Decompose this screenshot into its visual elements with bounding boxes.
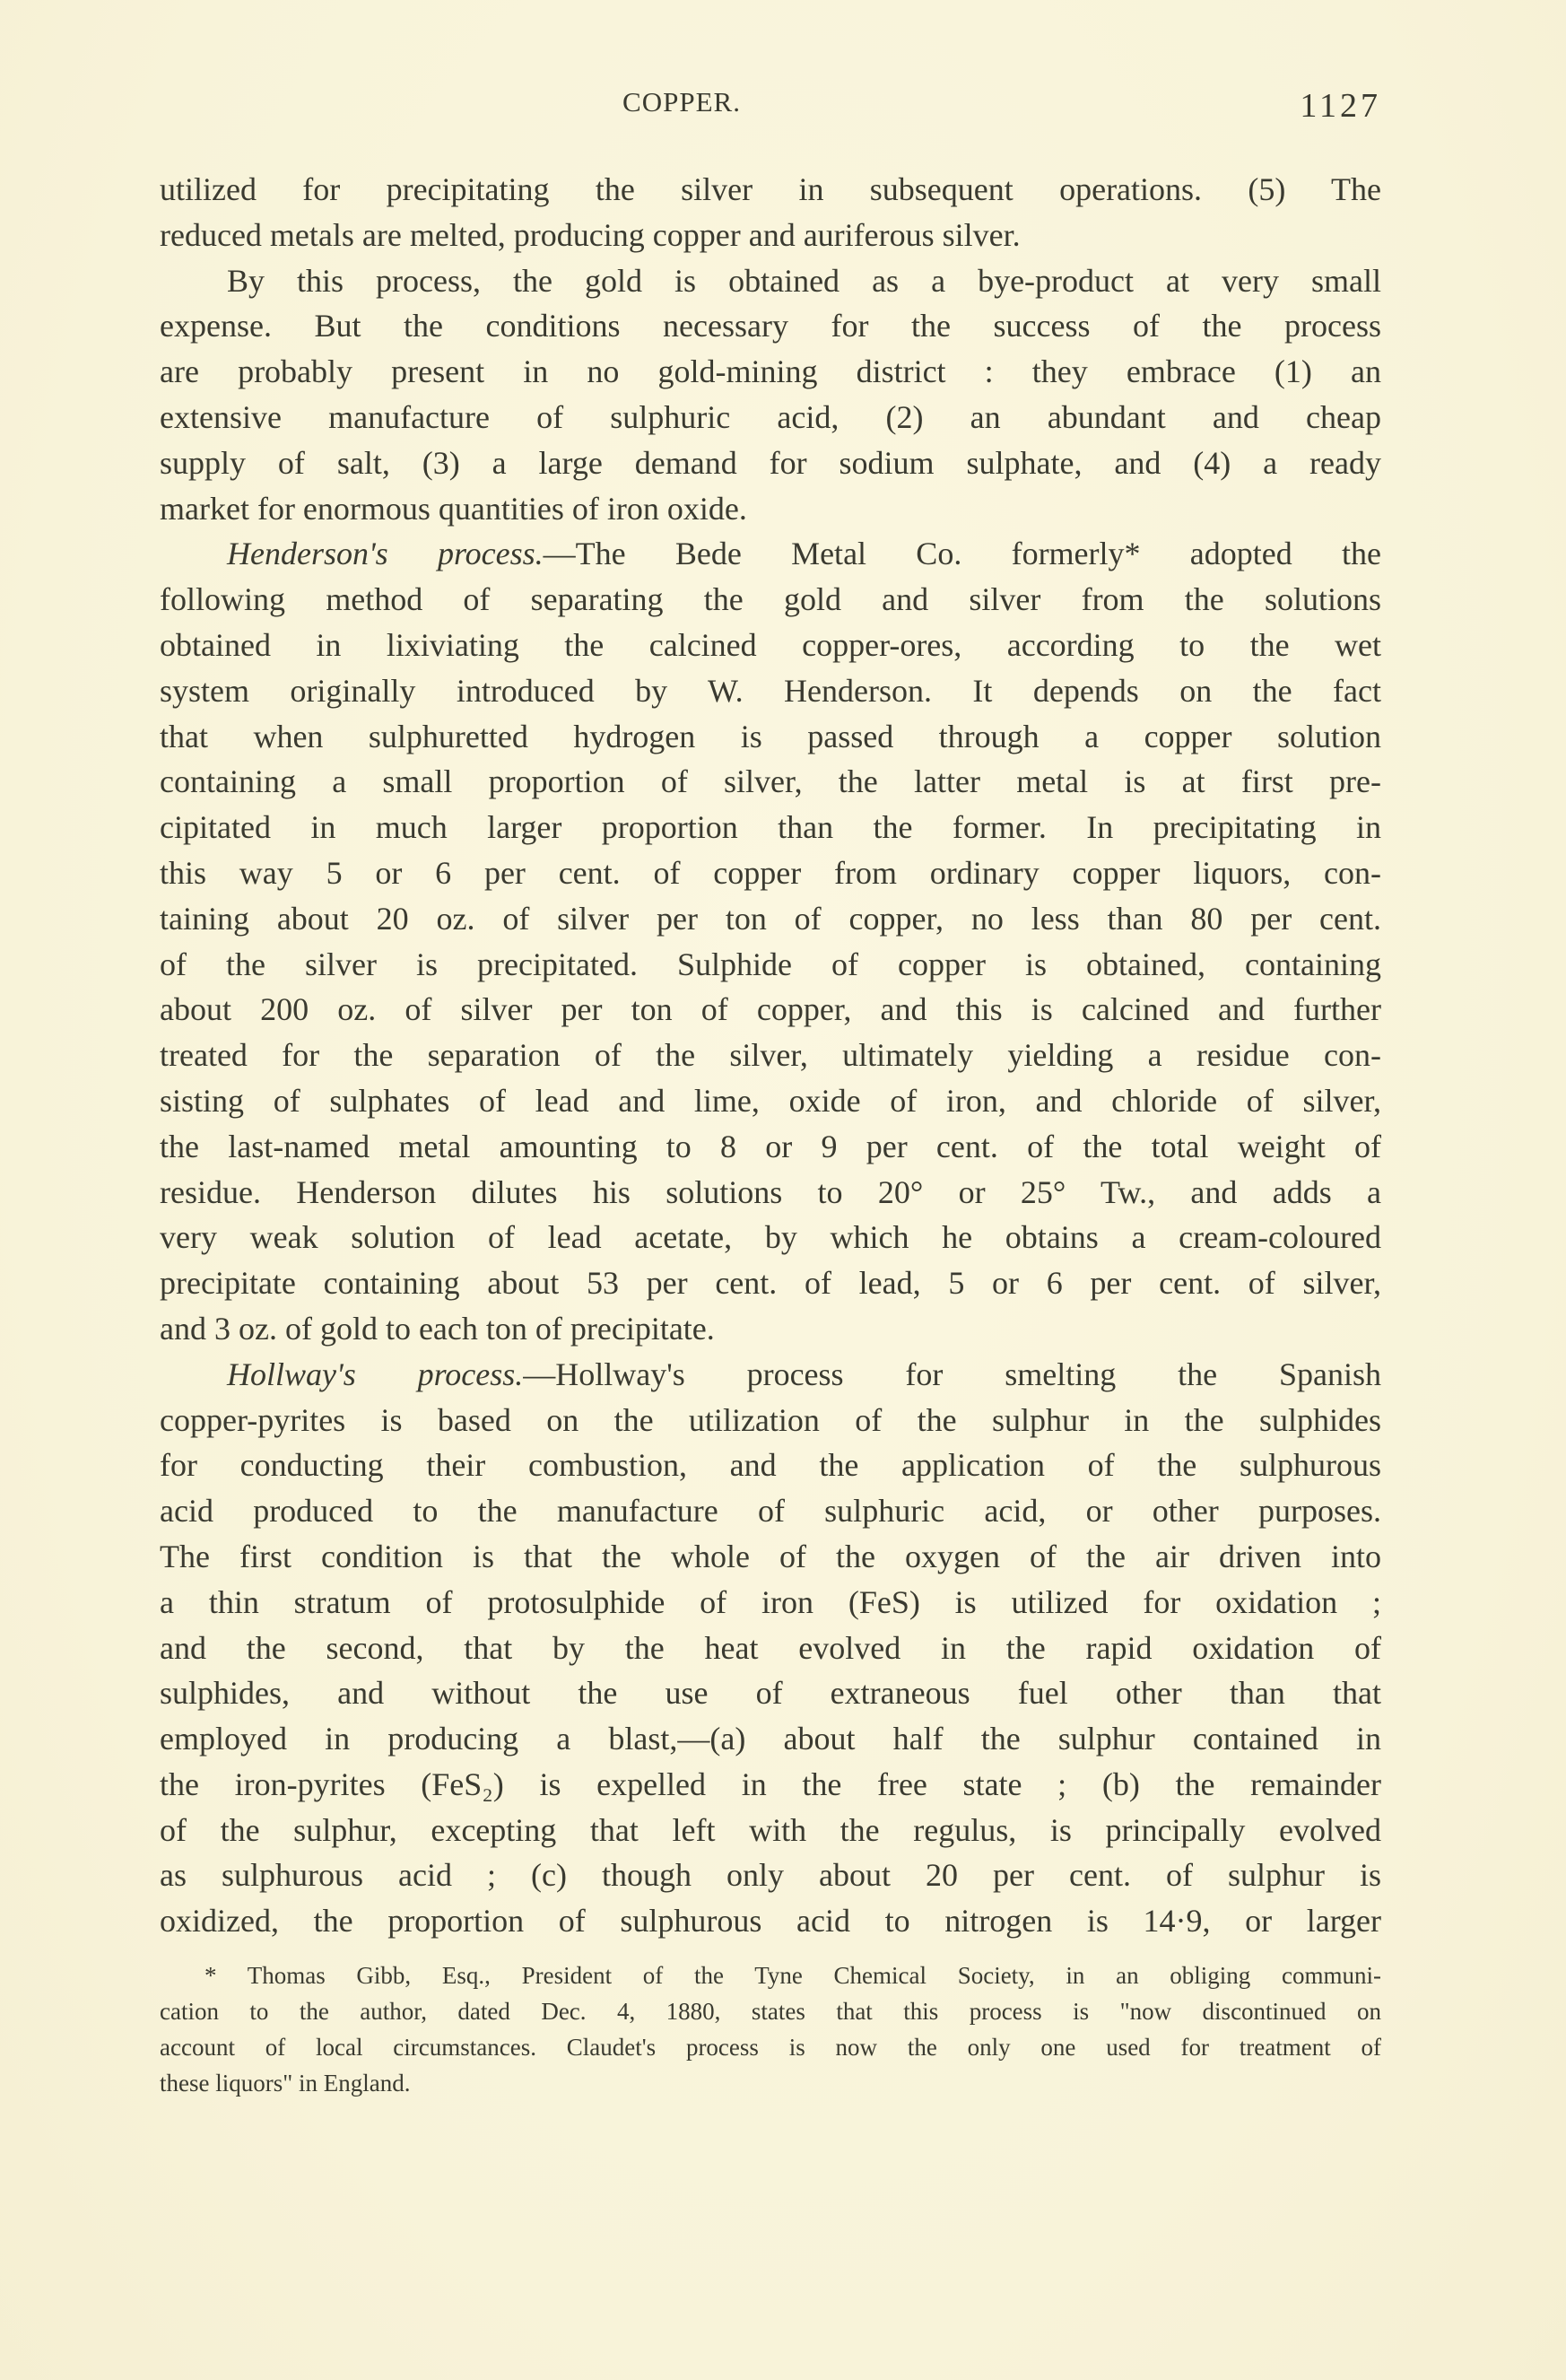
text-line xyxy=(160,942,1381,988)
text-line xyxy=(160,1762,1381,1808)
line-text: extensive manufacture of sulphuric acid, (2) an abundant and cheap xyxy=(160,398,1381,435)
line-text: following method of separating the gold and silver from the solutions xyxy=(160,581,1381,618)
text-line xyxy=(160,1260,1381,1306)
text-line xyxy=(160,1534,1381,1580)
text-line xyxy=(160,987,1381,1033)
line-text: and 3 oz. of gold to each ton of precipitate. xyxy=(160,1310,715,1347)
line-text: the last-named metal amounting to 8 or 9 per cent. of the total weight of xyxy=(160,1128,1381,1164)
line-text: —The Bede Metal Co. formerly* adopted the xyxy=(543,536,1381,572)
text-line xyxy=(160,1170,1381,1216)
text-line xyxy=(160,577,1381,623)
line-text: The first condition is that the whole of the oxygen of the air driven into xyxy=(160,1538,1381,1574)
running-head xyxy=(161,86,1381,125)
text-line xyxy=(160,1670,1381,1716)
line-text: expense. But the conditions necessary for the success of the process xyxy=(160,308,1381,344)
footnote-line: cation to the author, dated Dec. 4, 1880, states that this process is "now discontinued on xyxy=(160,1998,1381,2025)
line-text: very weak solution of lead acetate, by which he obtains a cream-coloured xyxy=(160,1219,1381,1256)
text-line xyxy=(160,167,1381,213)
line-text: this way 5 or 6 per cent. of copper from ordinary copper liquors, con- xyxy=(160,854,1381,891)
text-line xyxy=(160,213,1381,258)
footnote-line: these liquors" in England. xyxy=(160,2070,411,2097)
running-head-title: COPPER. xyxy=(622,86,741,118)
line-text: system originally introduced by W. Henderson. It depends on the fact xyxy=(160,672,1381,709)
text-line xyxy=(160,1580,1381,1626)
line-text: and the second, that by the heat evolved in the rapid oxidation of xyxy=(160,1629,1381,1666)
line-text: acid produced to the manufacture of sulphuric acid, or other purposes. xyxy=(160,1493,1381,1530)
text-line xyxy=(160,850,1381,896)
line-text: employed in producing a blast,—(a) about half the sulphur contained in xyxy=(160,1721,1381,1757)
line-text: sisting of sulphates of lead and lime, oxide of iron, and chloride of silver, xyxy=(160,1082,1381,1119)
line-text: the iron-pyrites (FeS₂) is expelled in the free state ; (b) the remainder xyxy=(160,1765,1381,1802)
text-line xyxy=(160,668,1381,714)
line-text: copper-pyrites is based on the utilization of the sulphur in the sulphides xyxy=(160,1401,1381,1438)
text-line xyxy=(160,1716,1381,1762)
text-line xyxy=(160,1398,1381,1443)
text-line xyxy=(160,1124,1381,1170)
text-line xyxy=(160,1898,1381,1944)
line-text: residue. Henderson dilutes his solutions to 20° or 25° Tw., and adds a xyxy=(160,1173,1381,1210)
text-line xyxy=(160,258,1381,304)
footnote-line: * Thomas Gibb, Esq., President of the Tyne Chemical Society, in an obliging communi- xyxy=(204,1962,1381,1989)
line-text: treated for the separation of the silver, ultimately yielding a residue con- xyxy=(160,1037,1381,1074)
line-text: are probably present in no gold-mining district : they embrace (1) an xyxy=(160,353,1381,390)
line-text: cipitated in much larger proportion than the former. In precipitating in xyxy=(160,809,1381,846)
line-text: sulphides, and without the use of extraneous fuel other than that xyxy=(160,1675,1381,1712)
text-line xyxy=(160,1033,1381,1078)
line-text: about 200 oz. of silver per ton of copper, and this is calcined and further xyxy=(160,991,1381,1028)
text-line xyxy=(160,303,1381,349)
text-line xyxy=(160,759,1381,805)
text-line xyxy=(160,1626,1381,1671)
text-line xyxy=(160,349,1381,395)
line-text: obtained in lixiviating the calcined copper-ores, according to the wet xyxy=(160,626,1381,663)
text-line xyxy=(160,1808,1381,1853)
line-text: of the silver is precipitated. Sulphide of copper is obtained, containing xyxy=(160,946,1381,982)
text-line xyxy=(160,1078,1381,1124)
footnote-line: account of local circumstances. Claudet's process is now the only one used for treatment of xyxy=(160,2034,1381,2061)
text-line xyxy=(160,1352,1381,1398)
line-text: market for enormous quantities of iron oxide. xyxy=(160,490,747,527)
text-line xyxy=(160,1443,1381,1488)
text-line xyxy=(160,531,1381,577)
line-text: a thin stratum of protosulphide of iron (FeS) is utilized for oxidation ; xyxy=(160,1583,1381,1620)
text-line xyxy=(160,1215,1381,1260)
text-line xyxy=(160,395,1381,440)
text-line xyxy=(160,1488,1381,1534)
body-text xyxy=(160,167,1381,1944)
text-line xyxy=(160,1306,1381,1352)
line-text: reduced metals are melted, producing copper and auriferous silver. xyxy=(160,216,1021,253)
footnote xyxy=(160,1957,1381,2101)
page-number: 1127 xyxy=(1300,87,1381,125)
text-line xyxy=(160,623,1381,668)
text-line xyxy=(160,486,1381,532)
section-heading: Hollway's process. xyxy=(227,1356,524,1392)
line-text: oxidized, the proportion of sulphurous acid to nitrogen is 14·9, or larger xyxy=(160,1903,1381,1940)
line-text: of the sulphur, excepting that left with the regulus, is principally evolved xyxy=(160,1811,1381,1848)
line-text: as sulphurous acid ; (c) though only about 20 per cent. of sulphur is xyxy=(160,1857,1381,1894)
line-text: By this process, the gold is obtained as a bye-product at very small xyxy=(227,262,1381,299)
text-line xyxy=(160,1853,1381,1898)
line-text: taining about 20 oz. of silver per ton of copper, no less than 80 per cent. xyxy=(160,900,1381,937)
line-text: containing a small proportion of silver, the latter metal is at first pre- xyxy=(160,763,1381,800)
text-line xyxy=(160,440,1381,486)
line-text: —Hollway's process for smelting the Spanish xyxy=(523,1356,1382,1392)
text-line xyxy=(160,714,1381,760)
line-text: utilized for precipitating the silver in subsequent operations. (5) The xyxy=(160,171,1381,207)
line-text: precipitate containing about 53 per cent. of lead, 5 or 6 per cent. of silver, xyxy=(160,1265,1381,1302)
line-text: that when sulphuretted hydrogen is passed through a copper solution xyxy=(160,718,1381,754)
text-line xyxy=(160,805,1381,850)
text-line xyxy=(160,896,1381,942)
line-text: supply of salt, (3) a large demand for sodium sulphate, and (4) a ready xyxy=(160,444,1381,481)
section-heading: Henderson's process. xyxy=(227,536,544,572)
line-text: for conducting their combustion, and the application of the sulphurous xyxy=(160,1447,1381,1484)
